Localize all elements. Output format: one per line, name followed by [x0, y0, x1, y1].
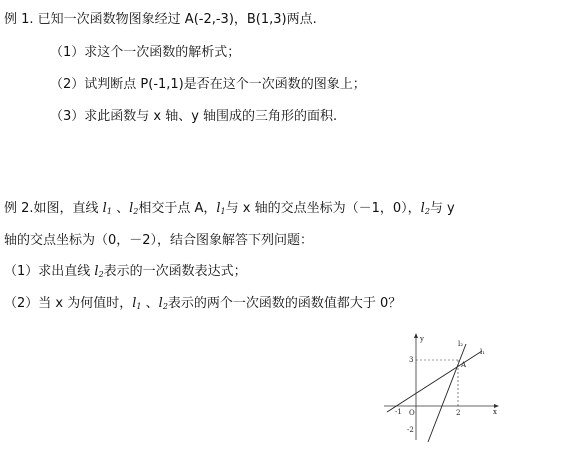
example2-question-1 — [4, 263, 247, 284]
line-l2-label — [159, 296, 168, 311]
q1-text-end: 表示的一次函数表达式； — [103, 264, 247, 279]
line-l2-label — [94, 264, 103, 279]
l1-letter: l — [132, 296, 137, 311]
example2-intro-line2: 轴的交点坐标为（0，－2），结合图象解答下列问题： — [4, 233, 314, 248]
tick-x-neg1: -1 — [395, 408, 402, 416]
tick-y-neg2: -2 — [407, 426, 414, 434]
example2-intro-text: 例 2.如图，直线 — [4, 201, 103, 216]
l2-letter: l — [158, 296, 163, 311]
example1-question-1: （1）求这个一次函数的解析式； — [50, 45, 241, 60]
line-l2 — [428, 344, 466, 442]
line-l2-label — [421, 201, 430, 216]
example2-question-2 — [4, 295, 401, 316]
line-l1 — [387, 351, 482, 412]
l1-subscript: 1 — [220, 207, 226, 216]
y-axis-label: y — [420, 335, 424, 343]
line-l2-label — [129, 201, 138, 216]
q2-text: （2）当 x 为何值时， — [4, 296, 133, 311]
separator: 、 — [141, 296, 159, 311]
origin-label: O — [409, 409, 415, 417]
l2-subscript: 2 — [424, 207, 430, 216]
x-intercept-text: 与 x 轴的交点坐标为（－1，0）， — [225, 201, 421, 216]
l1-letter: l — [216, 201, 221, 216]
coordinate-graph — [382, 332, 502, 444]
y-axis-arrow — [414, 333, 418, 338]
line-l1-label — [103, 201, 112, 216]
l2-letter: l — [420, 201, 425, 216]
l2-subscript: 2 — [162, 302, 168, 311]
example1-title: 例 1. 已知一次函数物图象经过 A(-2,-3)，B(1,3)两点. — [4, 12, 317, 27]
line-l1-label — [132, 296, 141, 311]
intersection-text: 相交于点 A， — [138, 201, 217, 216]
label-l1: l₁ — [480, 348, 486, 356]
line-l1-label — [216, 201, 225, 216]
l2-letter: l — [94, 264, 99, 279]
example1-question-3: （3）求此函数与 x 轴、y 轴围成的三角形的面积. — [50, 109, 338, 124]
l1-subscript: 1 — [106, 207, 112, 216]
l2-subscript: 2 — [98, 270, 104, 279]
label-l2: l₂ — [458, 340, 464, 348]
tick-y-3: 3 — [409, 356, 414, 364]
point-a-label: A — [461, 361, 467, 369]
example2-intro-line1 — [4, 200, 455, 221]
q2-text-end: 表示的两个一次函数的函数值都大于 0？ — [167, 296, 402, 311]
separator: 、 — [111, 201, 130, 216]
y-intercept-text: 与 y — [429, 201, 455, 216]
l1-subscript: 1 — [136, 302, 142, 311]
tick-x-2: 2 — [456, 409, 461, 417]
example1-question-2: （2）试判断点 P(-1,1)是否在这个一次函数的图象上； — [50, 77, 366, 92]
x-axis-label: x — [493, 408, 497, 416]
l1-letter: l — [102, 201, 107, 216]
l2-letter: l — [129, 201, 134, 216]
l2-subscript: 2 — [133, 207, 139, 216]
q1-text: （1）求出直线 — [4, 264, 95, 279]
